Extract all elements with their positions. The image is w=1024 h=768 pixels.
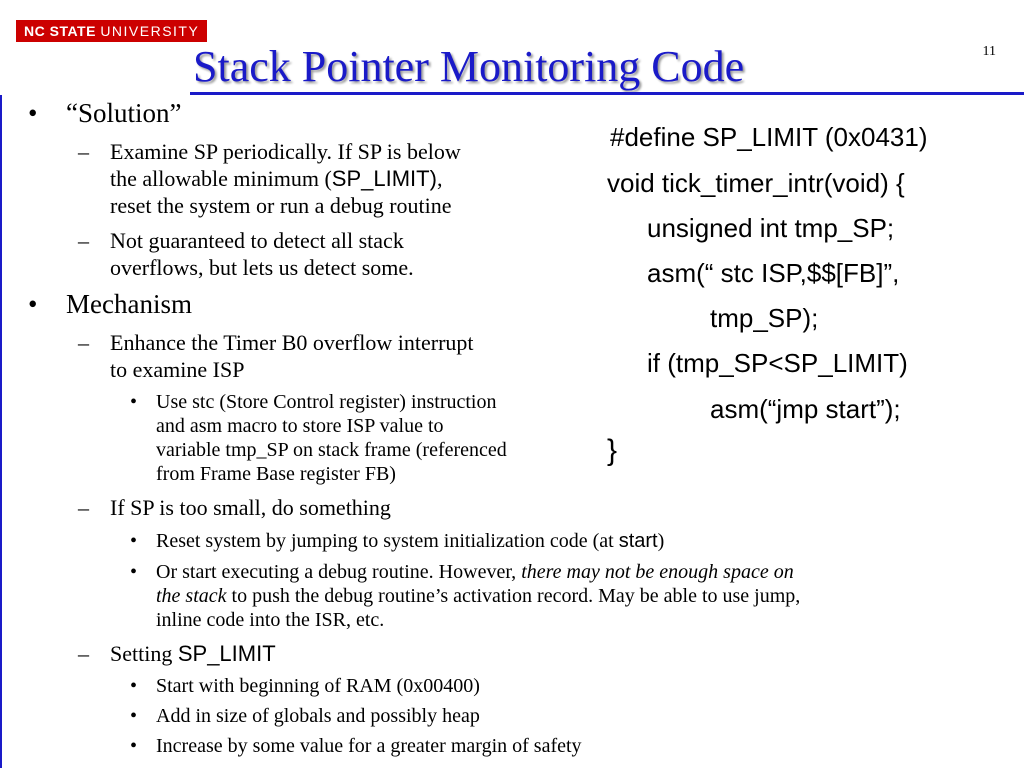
text-examine-2: the allowable minimum (SP_LIMIT), <box>110 166 443 191</box>
code-line-3: unsigned int tmp_SP; <box>647 213 895 243</box>
text-notguar-1: Not guaranteed to detect all stack <box>110 228 404 253</box>
university-logo <box>16 20 207 42</box>
bullet-mechanism: Mechanism <box>66 289 192 319</box>
logo-thin-text: UNIVERSITY <box>100 23 200 39</box>
code-sp-limit: SP_LIMIT <box>177 641 276 666</box>
text-examine-1: Examine SP periodically. If SP is below <box>110 139 461 164</box>
bullet-mark: • <box>28 98 38 128</box>
title-rule <box>190 92 1024 95</box>
text-debug-2: the stack to push the debug routine’s activation record. May be able to use jump, <box>156 585 801 607</box>
text-enhance-2: to examine ISP <box>110 357 245 382</box>
bullet-solution: “Solution” <box>66 98 182 128</box>
text-ifsmall: If SP is too small, do something <box>110 495 391 520</box>
bullet-mark: • <box>130 391 138 413</box>
bullet-mark: • <box>130 561 138 583</box>
code-line-4: asm(“ stc ISP,$$[FB]”, <box>647 258 900 288</box>
slide-number: 11 <box>982 44 996 59</box>
dash-mark: – <box>78 139 89 164</box>
text-debug-1: Or start executing a debug routine. However, there may not be enough space on <box>156 561 794 583</box>
text-enhance-1: Enhance the Timer B0 overflow interrupt <box>110 330 474 355</box>
text-start-ram: Start with beginning of RAM (0x00400) <box>156 675 480 697</box>
bullet-mark: • <box>130 705 138 727</box>
code-start: start <box>618 530 658 552</box>
dash-mark: – <box>78 641 89 666</box>
left-edge-bar <box>0 95 2 768</box>
bullet-mark: • <box>130 735 138 757</box>
code-line-5: tmp_SP); <box>710 303 819 333</box>
code-line-7: asm(“jmp start”); <box>710 394 901 424</box>
text-stc-1: Use stc (Store Control register) instruction <box>156 391 497 413</box>
code-line-2: void tick_timer_intr(void) { <box>607 168 905 198</box>
dash-mark: – <box>78 495 89 520</box>
code-line-1: #define SP_LIMIT (0x0431) <box>610 122 928 152</box>
text-increase: Increase by some value for a greater margin of safety <box>156 735 582 757</box>
text-examine-3: reset the system or run a debug routine <box>110 193 452 218</box>
code-line-6: if (tmp_SP<SP_LIMIT) <box>647 348 908 378</box>
dash-mark: – <box>78 330 89 355</box>
slide-title: Stack Pointer Monitoring Code <box>193 42 745 91</box>
text-stc-4: from Frame Base register FB) <box>156 463 396 485</box>
text-setting: Setting SP_LIMIT <box>110 641 276 666</box>
code-sp-limit: SP_LIMIT) <box>331 166 437 191</box>
code-line-8: } <box>607 434 618 467</box>
text-stc-2: and asm macro to store ISP value to <box>156 415 444 437</box>
text-reset: Reset system by jumping to system initialization code (at start) <box>156 530 665 552</box>
bullet-mark: • <box>130 675 138 697</box>
bullet-mark: • <box>28 289 38 319</box>
text-stc-3: variable tmp_SP on stack frame (referenced <box>156 439 507 461</box>
dash-mark: – <box>78 228 89 253</box>
text-debug-3: inline code into the ISR, etc. <box>156 609 385 631</box>
text-add-globals: Add in size of globals and possibly heap <box>156 705 480 727</box>
logo-bold-text: NC STATE <box>24 23 96 39</box>
text-notguar-2: overflows, but lets us detect some. <box>110 255 414 280</box>
bullet-mark: • <box>130 530 138 552</box>
